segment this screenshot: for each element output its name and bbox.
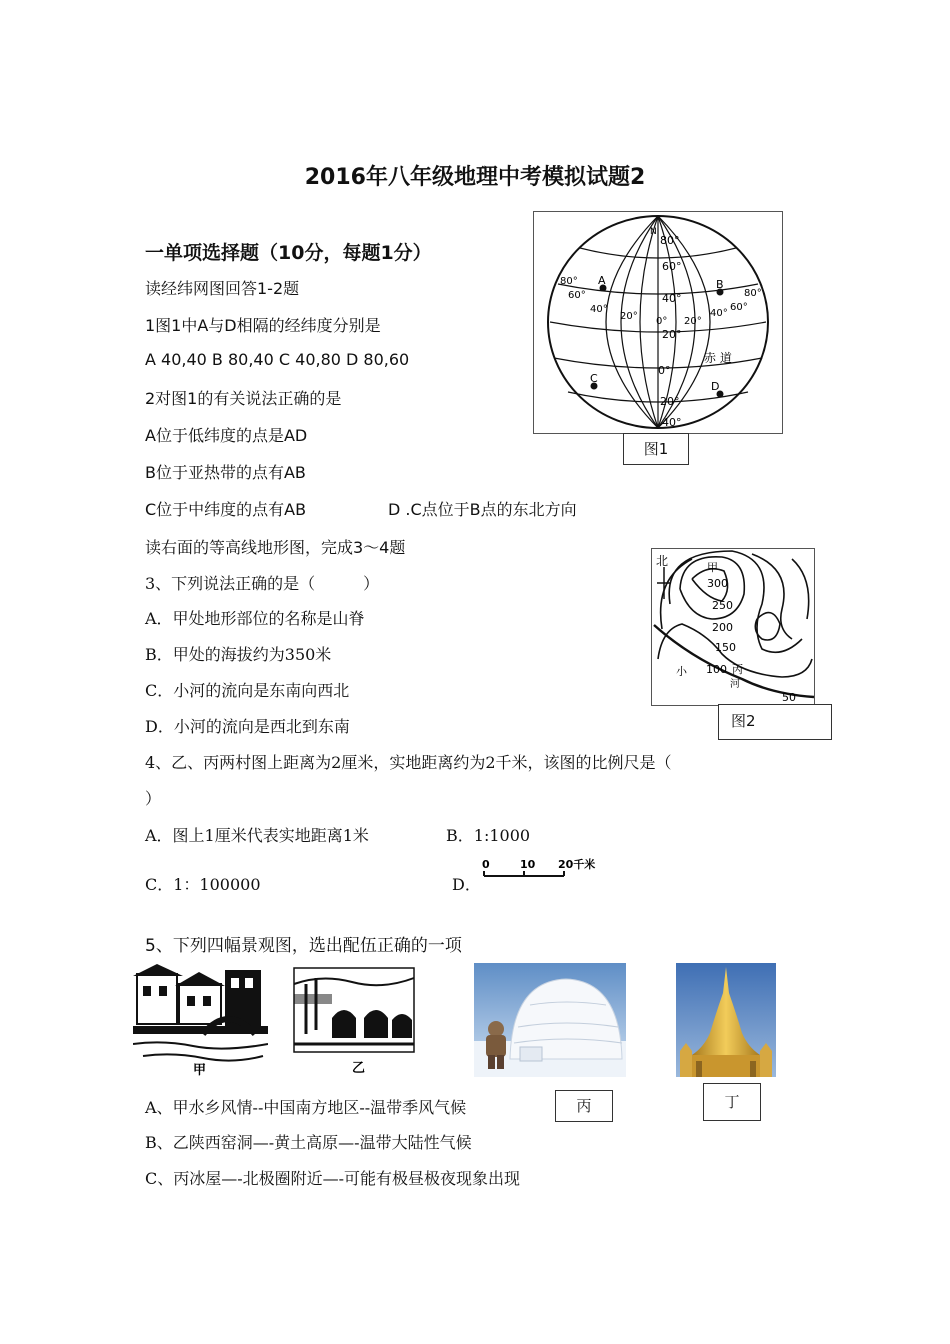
question-3-option-d: D．小河的流向是西北到东南 <box>145 717 350 736</box>
contour-50-label: 50 <box>782 691 796 704</box>
contour-250-label: 250 <box>712 599 733 612</box>
question-3-option-a: A．甲处地形部位的名称是山脊 <box>145 609 365 628</box>
picture-bing-igloo <box>474 963 626 1077</box>
figure-1-globe <box>533 211 783 434</box>
contour-xiao-label: 小 <box>676 665 687 678</box>
picture-ding-caption: 丁 <box>703 1083 761 1121</box>
question-1-options: A 40,40 B 80,40 C 40,80 D 80,60 <box>145 350 410 369</box>
question-2-option-c: C位于中纬度的点有AB <box>145 500 307 519</box>
question-5-option-c: C、丙冰屋—-北极圈附近—-可能有极昼极夜现象出现 <box>145 1169 521 1188</box>
lat-40-label: 40° <box>662 292 682 305</box>
picture-yi-cave-dwelling <box>292 964 417 1079</box>
lat-60-label: 60° <box>662 260 682 273</box>
question-2-option-a: A位于低纬度的点是AD <box>145 426 308 445</box>
question-3: 3、下列说法正确的是（ ） <box>145 574 380 593</box>
question-2: 2对图1的有关说法正确的是 <box>145 389 342 408</box>
lat-s40-label: 40° <box>662 416 682 429</box>
contour-north-label: 北 <box>656 554 669 568</box>
lon-l80-label: 80° <box>560 276 578 287</box>
question-4-option-d: D． <box>452 875 481 894</box>
contour-200-label: 200 <box>712 621 733 634</box>
point-d-label: D <box>711 380 720 393</box>
section-heading: 一单项选择题（10分，每题1分） <box>145 242 432 264</box>
question-2-option-d: D .C点位于B点的东北方向 <box>388 500 577 519</box>
globe-north-label: N <box>650 227 657 237</box>
point-a-label: A <box>598 274 606 287</box>
lon-l60-label: 60° <box>568 290 586 301</box>
contour-he-label: 河 <box>730 679 740 690</box>
point-b-label: B <box>716 278 724 291</box>
scale-tick-10: 10 <box>520 858 536 871</box>
intro-text: 读经纬网图回答1-2题 <box>145 279 300 298</box>
question-1: 1图1中A与D相隔的经纬度分别是 <box>145 316 381 335</box>
lat-0-label: 0° <box>658 364 671 377</box>
contour-jia-label: 甲 <box>707 561 718 574</box>
question-3-option-c: C．小河的流向是东南向西北 <box>145 681 350 700</box>
contour-lines <box>652 549 814 705</box>
globe-graticule <box>534 212 782 433</box>
question-4: 4、乙、丙两村图上距离为2厘米，实地距离约为2千米，该图的比例尺是（ <box>145 753 672 772</box>
question-4-option-b: B．1:1000 <box>446 826 531 845</box>
question-4-option-a: A．图上1厘米代表实地距离1米 <box>145 826 369 845</box>
lon-l40-label: 40° <box>590 304 608 315</box>
lat-80-label: 80° <box>660 234 680 247</box>
question-5-option-b: B、乙陕西窑洞—-黄土高原—-温带大陆性气候 <box>145 1133 472 1152</box>
question-5: 5、下列四幅景观图，选出配伍正确的一项 <box>145 936 462 956</box>
question-2-option-b: B位于亚热带的点有AB <box>145 463 306 482</box>
page-title: 2016年八年级地理中考模拟试题2 <box>304 165 646 190</box>
lon-r60-label: 60° <box>730 302 748 313</box>
picture-jia-water-town <box>133 964 268 1079</box>
scale-tick-0: 0 <box>482 858 490 871</box>
lon-r40-label: 40° <box>710 308 728 319</box>
picture-ding-pagoda <box>676 963 776 1077</box>
picture-yi-label: 乙 <box>352 1061 366 1076</box>
lon-r20-label: 20° <box>684 316 702 327</box>
contour-300-label: 300 <box>707 577 728 590</box>
picture-bing-caption: 丙 <box>555 1090 613 1122</box>
scale-bar <box>478 856 603 884</box>
figure-2-caption: 图2 <box>718 704 832 740</box>
scale-tick-20: 20千米 <box>558 858 596 871</box>
lon-l20-label: 20° <box>620 311 638 322</box>
question-4-continued: ） <box>145 789 162 808</box>
figure-1-caption: 图1 <box>623 433 689 465</box>
point-c-label: C <box>590 372 598 385</box>
contour-150-label: 150 <box>715 641 736 654</box>
contour-bing-label: 丙 <box>732 663 743 676</box>
lat-20-label: 20° <box>662 328 682 341</box>
intro-text-2: 读右面的等高线地形图，完成3～4题 <box>145 538 406 557</box>
contour-100-label: 100 <box>706 663 727 676</box>
lon-0-label: 0° <box>656 316 668 327</box>
picture-jia-label: 甲 <box>193 1063 207 1078</box>
question-5-option-a: A、甲水乡风情--中国南方地区--温带季风气候 <box>145 1098 467 1117</box>
lat-s20-label: 20° <box>660 395 680 408</box>
question-4-option-c: C．1：100000 <box>145 875 261 894</box>
equator-label: 赤 道 <box>704 351 732 365</box>
lon-r80-label: 80° <box>744 288 762 299</box>
question-3-option-b: B．甲处的海拔约为350米 <box>145 645 332 664</box>
figure-2-contour-map <box>651 548 815 706</box>
